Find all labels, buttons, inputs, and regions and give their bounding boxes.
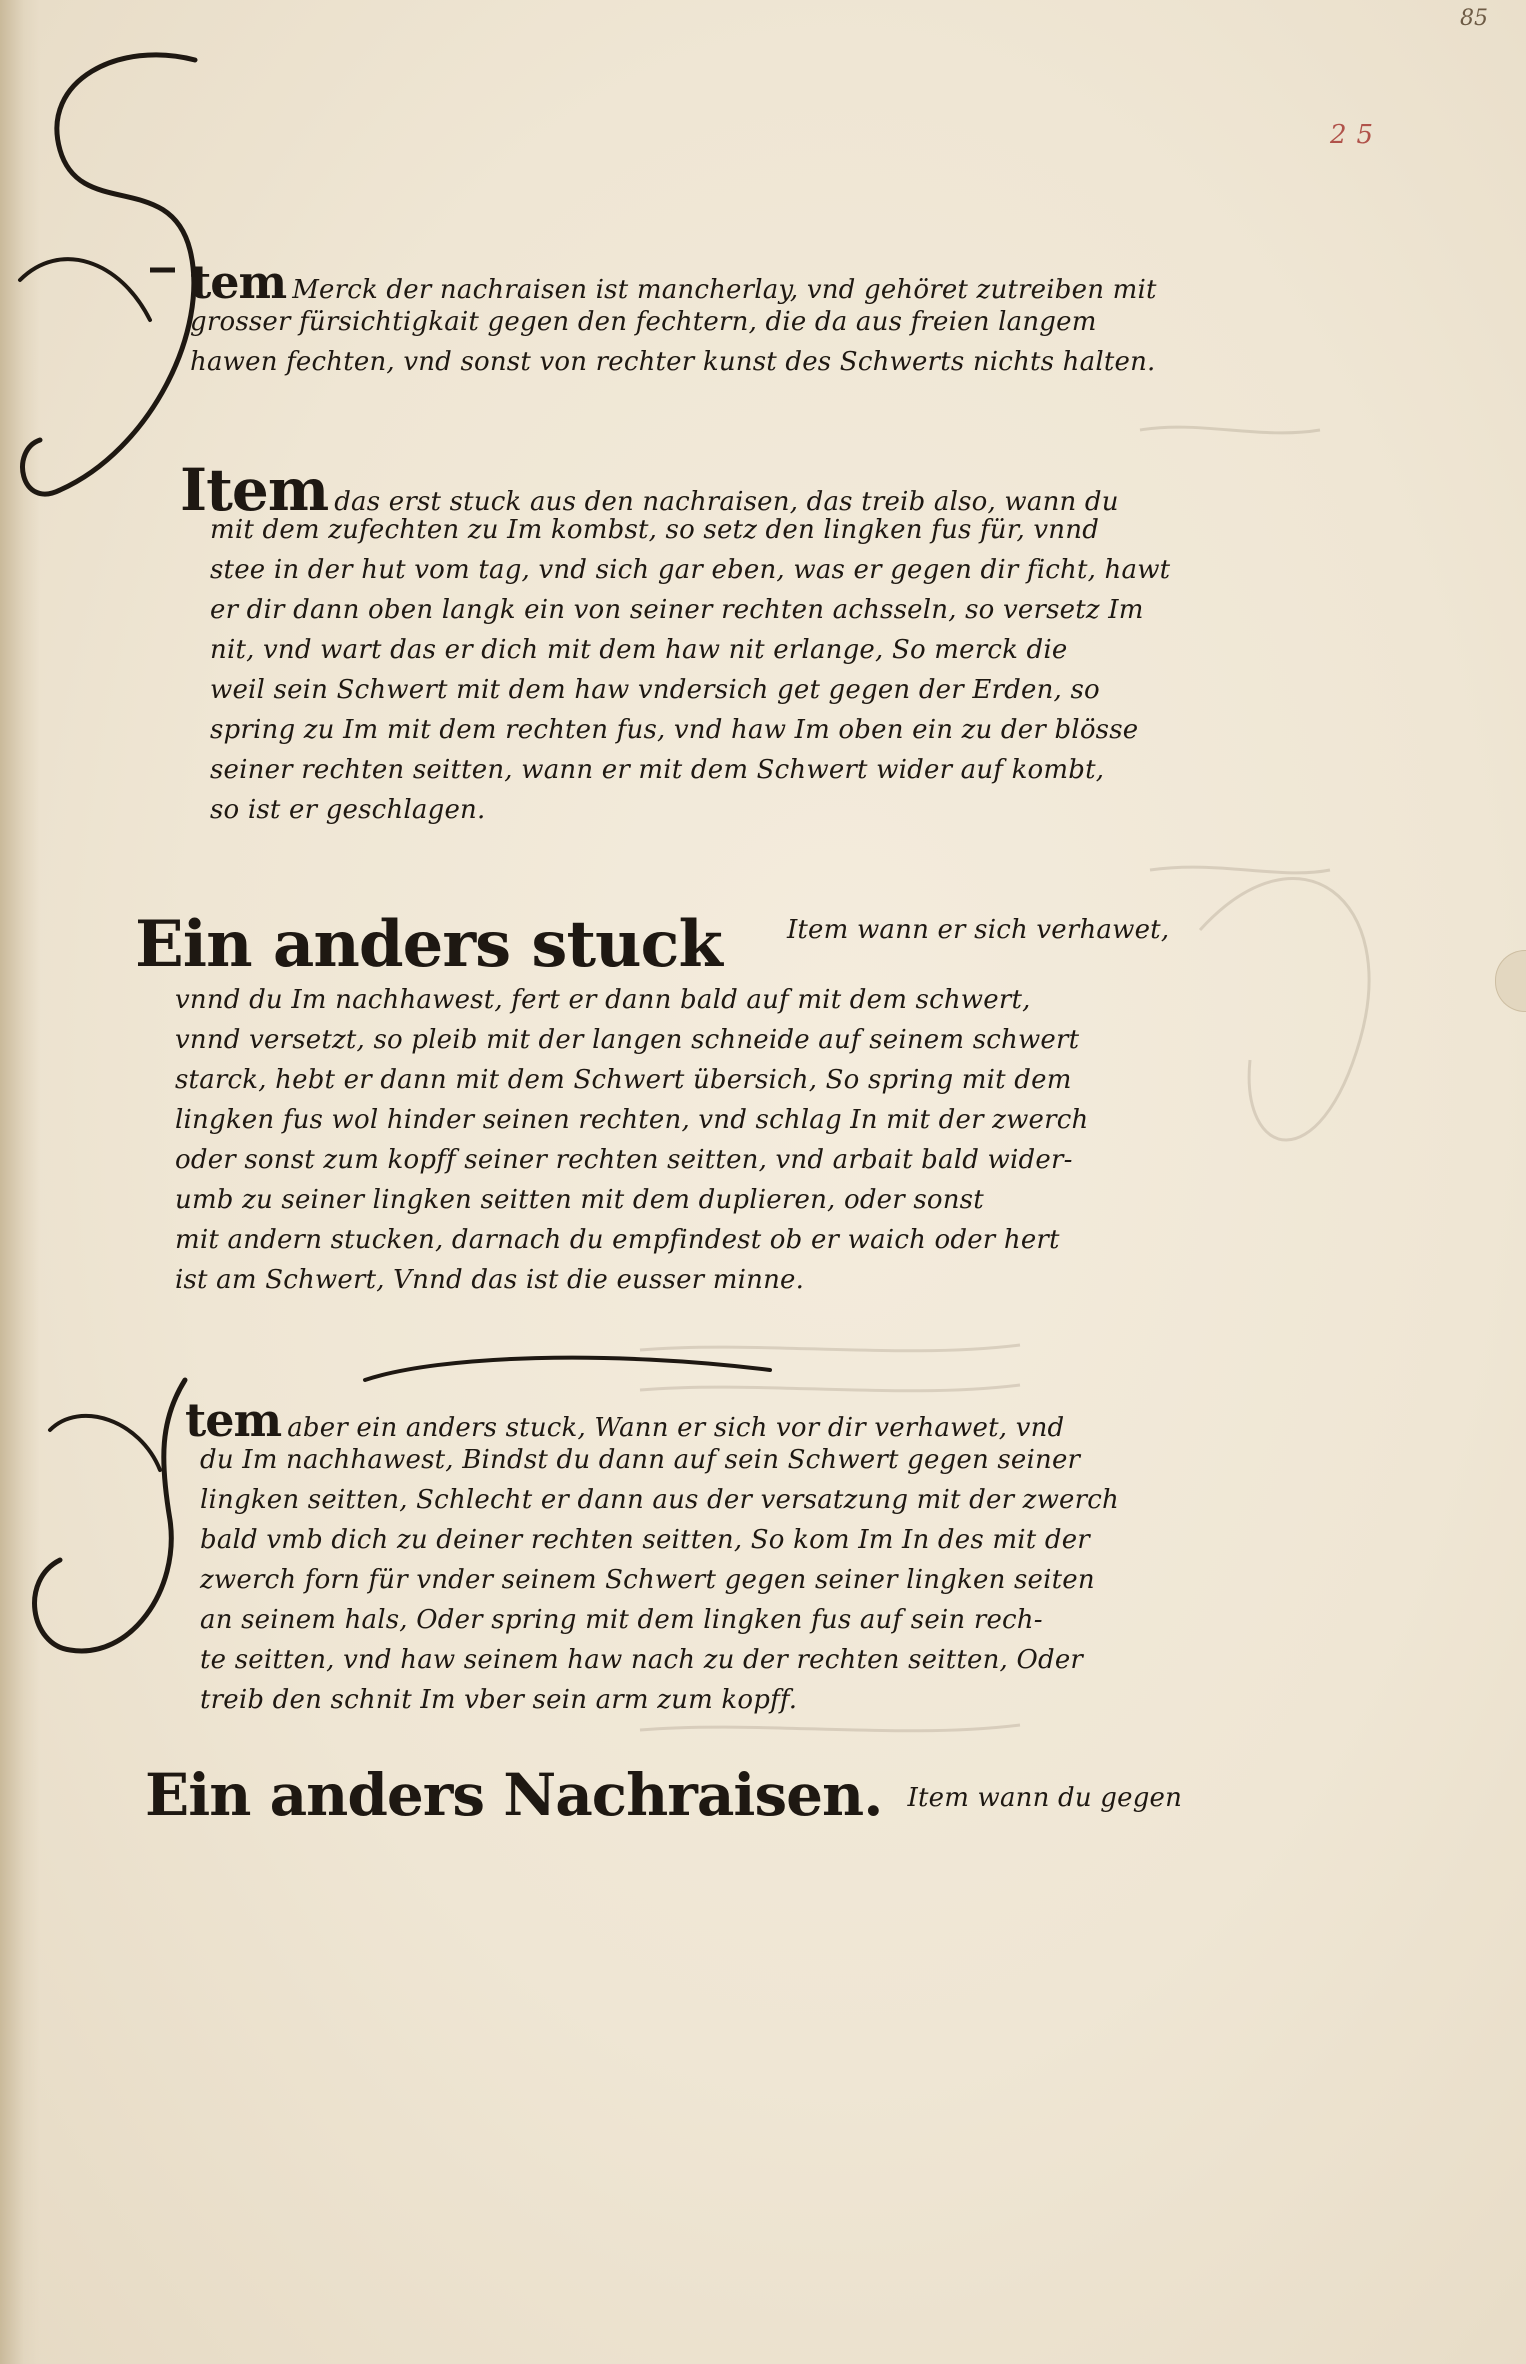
text-line: vnnd du Im nachhawest, fert er dann bald auf mit dem schwert,	[175, 985, 1031, 1015]
paragraph-initial: Item	[180, 456, 329, 524]
text-line: du Im nachhawest, Bindst du dann auf sein Schwert gegen seiner	[200, 1445, 1081, 1475]
text-line-content: das erst stuck aus den nachraisen, das treib also, wann du	[334, 487, 1119, 517]
text-line: seiner rechten seitten, wann er mit dem Schwert wider auf kombt,	[210, 755, 1105, 785]
text-line: mit dem zufechten zu Im kombst, so setz den lingken fus für, vnnd	[210, 515, 1100, 545]
text-line	[190, 255, 1240, 309]
heading-line	[145, 1760, 1245, 1840]
text-line: er dir dann oben langk ein von seiner rechten achsseln, so versetz Im	[210, 595, 1144, 625]
decorated-initial-flourish	[10, 1360, 210, 1680]
text-line: stee in der hut vom tag, vnd sich gar eben, was er gegen dir ficht, hawt	[210, 555, 1171, 585]
text-line-content: Item wann du gegen	[907, 1783, 1183, 1813]
paragraph-initial: tem	[185, 1393, 282, 1447]
text-line: treib den schnit Im vber sein arm zum kopff.	[200, 1685, 798, 1715]
folio-number: 85	[1460, 6, 1488, 31]
text-line-content: aber ein anders stuck, Wann er sich vor dir verhawet, vnd	[287, 1413, 1065, 1443]
text-line: ist am Schwert, Vnnd das ist die eusser minne.	[175, 1265, 805, 1295]
page-number: 25	[1330, 120, 1384, 150]
text-line: vnnd versetzt, so pleib mit der langen schneide auf seinem schwert	[175, 1025, 1080, 1055]
text-line: zwerch forn für vnder seinem Schwert gegen seiner lingken seiten	[200, 1565, 1095, 1595]
text-line: lingken fus wol hinder seinen rechten, vnd schlag In mit der zwerch	[175, 1105, 1089, 1135]
text-line: lingken seitten, Schlecht er dann aus der versatzung mit der zwerch	[200, 1485, 1119, 1515]
text-line: umb zu seiner lingken seitten mit dem duplieren, oder sonst	[175, 1185, 984, 1215]
heading-line	[135, 907, 1235, 982]
text-paragraph	[180, 456, 1230, 830]
text-line-content: Item wann er sich verhawet,	[786, 915, 1170, 945]
paragraph-initial: tem	[190, 255, 287, 309]
text-line: mit andern stucken, darnach du empfindest ob er waich oder hert	[175, 1225, 1060, 1255]
text-line: hawen fechten, vnd sonst von rechter kunst des Schwerts nichts halten.	[190, 347, 1156, 377]
text-paragraph	[145, 1760, 1245, 1840]
text-line: an seinem hals, Oder spring mit dem lingken fus auf sein rech-	[200, 1605, 1043, 1635]
section-heading: Ein anders stuck	[135, 907, 722, 982]
text-line	[185, 1393, 1235, 1447]
text-line: grosser fürsichtigkait gegen den fechtern, die da aus freien langem	[190, 307, 1097, 337]
text-line: nit, vnd wart das er dich mit dem haw nit erlange, So merck die	[210, 635, 1068, 665]
text-paragraph	[185, 1393, 1235, 1720]
text-line: te seitten, vnd haw seinem haw nach zu der rechten seitten, Oder	[200, 1645, 1084, 1675]
text-line: so ist er geschlagen.	[210, 795, 486, 825]
text-line: oder sonst zum kopff seiner rechten seitten, vnd arbait bald wider-	[175, 1145, 1073, 1175]
text-paragraph	[135, 907, 1235, 1300]
text-line: weil sein Schwert mit dem haw vndersich get gegen der Erden, so	[210, 675, 1100, 705]
heading-swash	[360, 1345, 780, 1405]
text-line-content: Merck der nachraisen ist mancherlay, vnd gehöret zutreiben mit	[292, 275, 1157, 305]
text-line: starck, hebt er dann mit dem Schwert übersich, So spring mit dem	[175, 1065, 1072, 1095]
text-line: bald vmb dich zu deiner rechten seitten, So kom Im In des mit der	[200, 1525, 1090, 1555]
text-paragraph	[190, 255, 1240, 382]
text-line	[180, 456, 1230, 524]
section-heading: Ein anders Nachraisen.	[145, 1761, 883, 1829]
text-line: spring zu Im mit dem rechten fus, vnd haw Im oben ein zu der blösse	[210, 715, 1139, 745]
